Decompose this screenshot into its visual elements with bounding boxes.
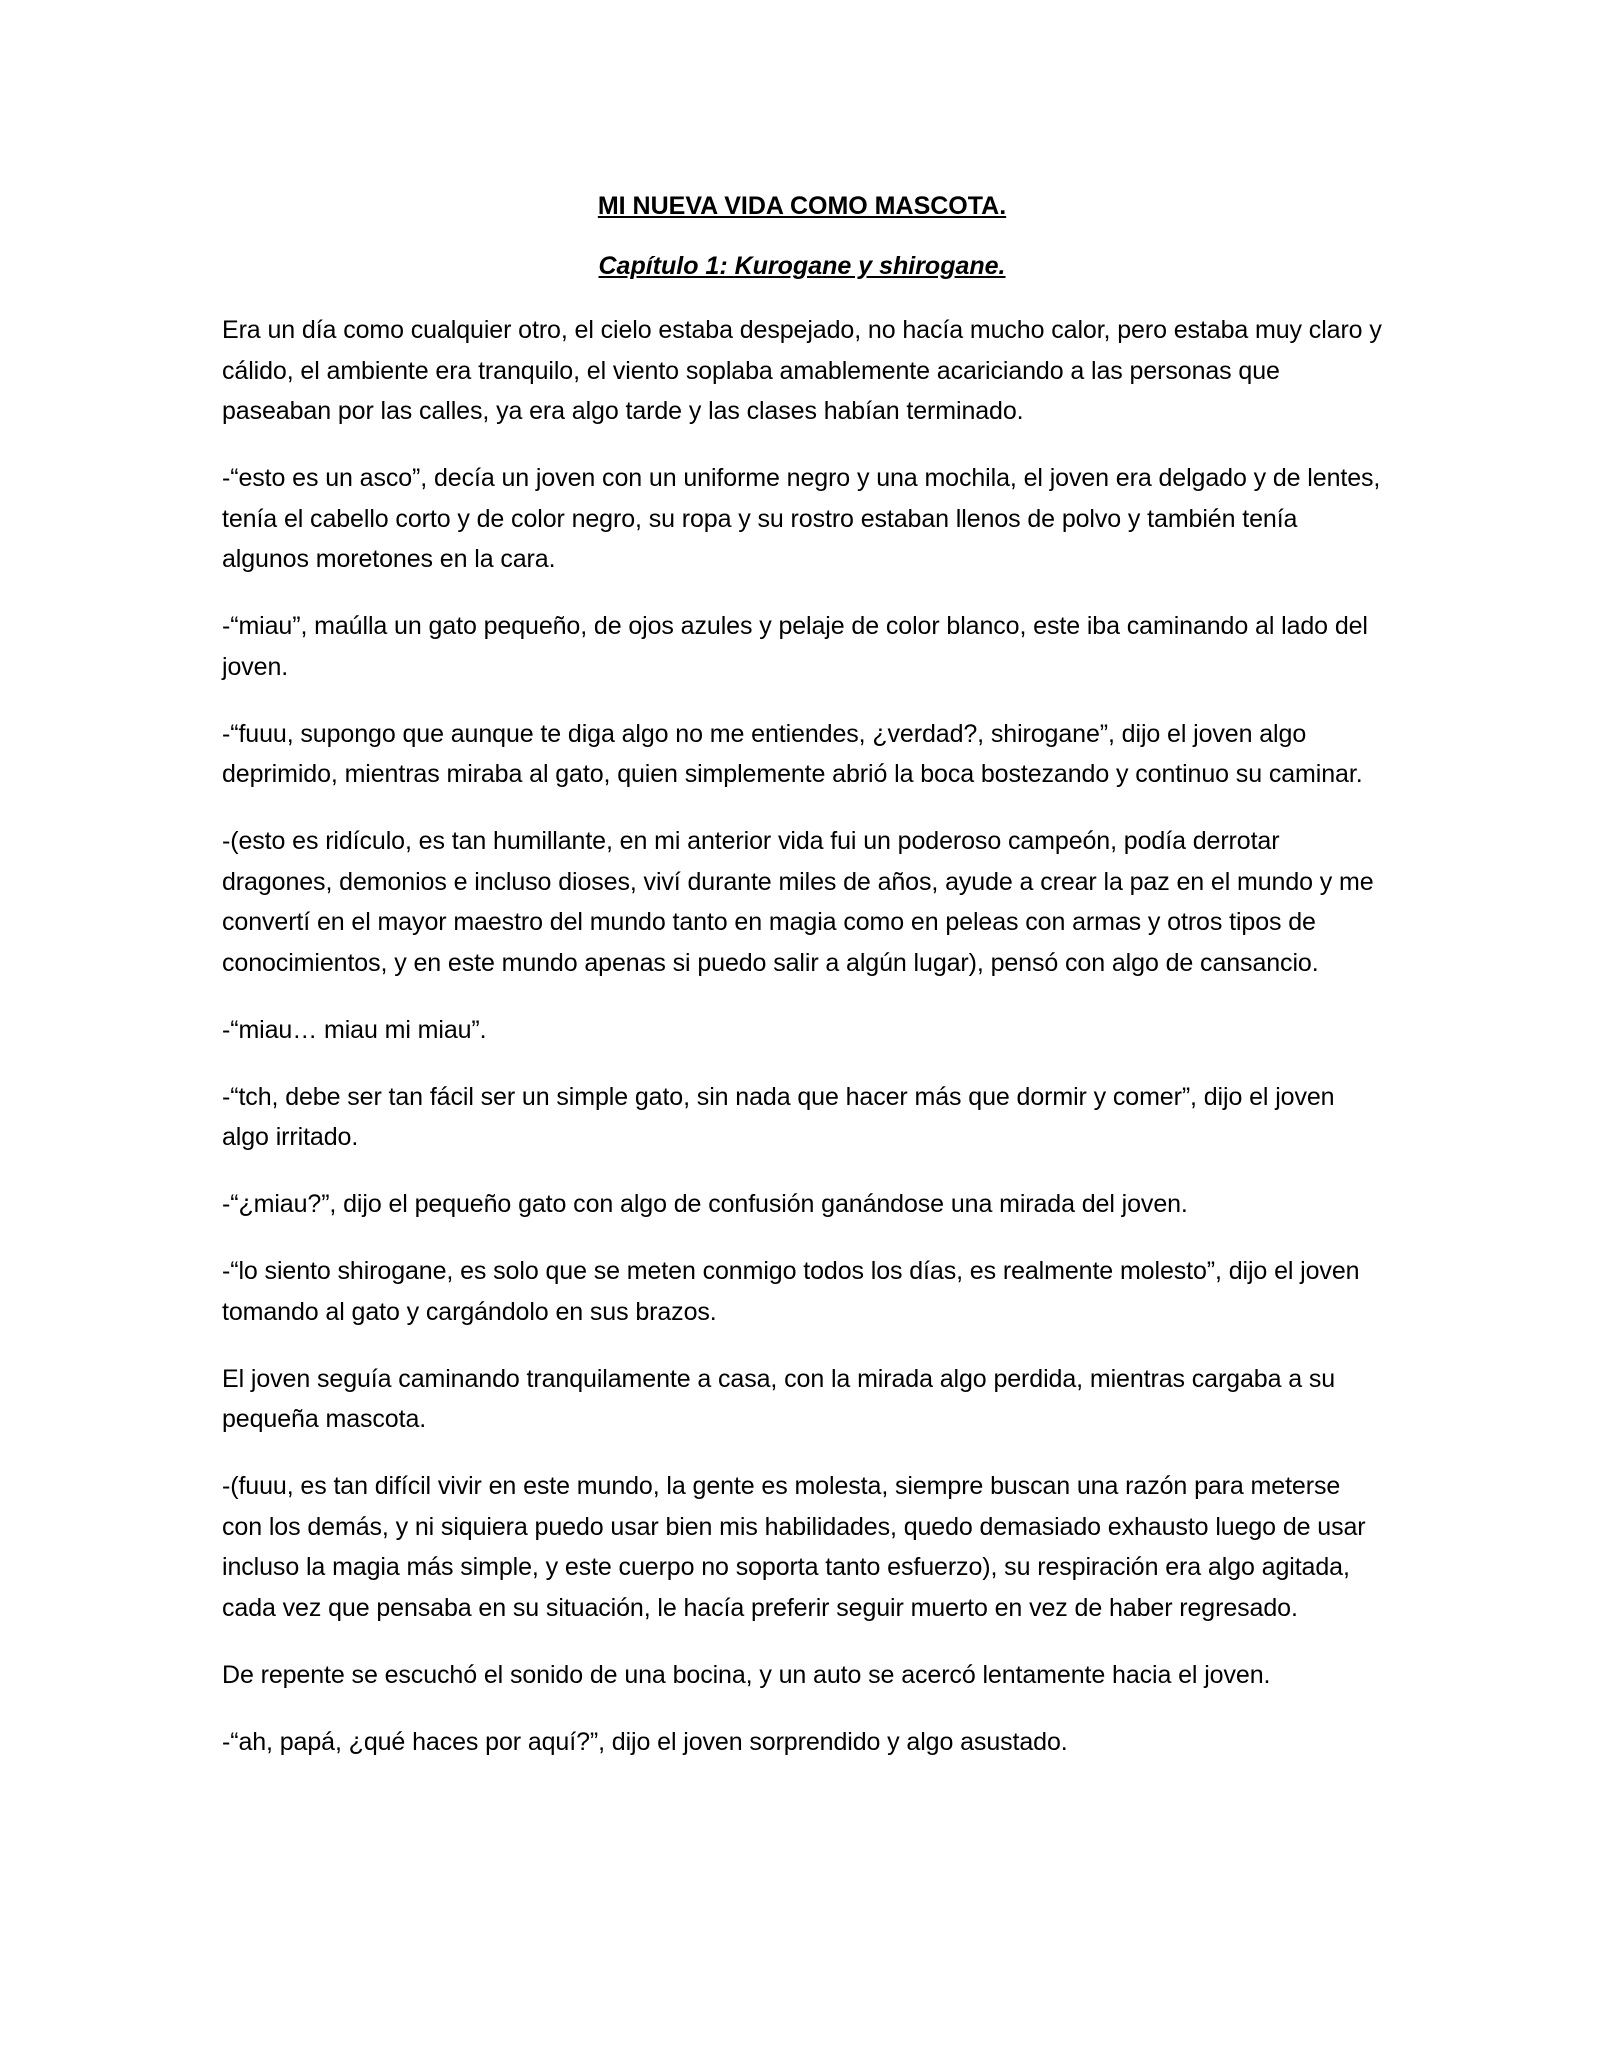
paragraph-12: De repente se escuchó el sonido de una bocina, y un auto se acercó lentamente hacia el joven. xyxy=(222,1660,1271,1689)
paragraph-13: -“ah, papá, ¿qué haces por aquí?”, dijo el joven sorprendido y algo asustado. xyxy=(222,1727,1068,1756)
paragraph-10: El joven seguía caminando tranquilamente a casa, con la mirada algo perdida, mientras cargaba a su pequeña mascota. xyxy=(222,1364,1336,1433)
document-title: MI NUEVA VIDA COMO MASCOTA. xyxy=(597,192,1007,220)
paragraph-6: -“miau… miau mi miau”. xyxy=(222,1015,487,1044)
paragraph-3: -“miau”, maúlla un gato pequeño, de ojos azules y pelaje de color blanco, este iba caminando al lado del joven. xyxy=(222,612,1368,681)
paragraph-8: -“¿miau?”, dijo el pequeño gato con algo de confusión ganándose una mirada del joven. xyxy=(222,1190,1188,1218)
paragraph-2: -“esto es un asco”, decía un joven con un uniforme negro y una mochila, el joven era delgado y de lentes, tenía el cabello corto y de color negro, su ropa y su rostro estaban llenos de polvo y también tenía algunos moretones en la cara. xyxy=(222,464,1381,573)
paragraph-11: -(fuuu, es tan difícil vivir en este mundo, la gente es molesta, siempre buscan una razón para meterse con los demás, y ni siquiera puedo usar bien mis habilidades, quedo demasiado exhausto luego de usar incluso la magia más simple, y este cuerpo no soporta tanto esfuerzo), su respiración era algo agitada, cada vez que pensaba en su situación, le hacía preferir seguir muerto en vez de haber regresado. xyxy=(222,1472,1366,1622)
paragraph-1: Era un día como cualquier otro, el cielo estaba despejado, no hacía mucho calor, pero estaba muy claro y cálido, el ambiente era tranquilo, el viento soplaba amablemente acariciando a las personas que paseaban por las calles, ya era algo tarde y las clases habían terminado. xyxy=(222,316,1382,425)
document-page xyxy=(222,186,1382,1762)
paragraph-9: -“lo siento shirogane, es solo que se meten conmigo todos los días, es realmente molesto”, dijo el joven tomando al gato y cargándolo en sus brazos. xyxy=(222,1257,1360,1326)
paragraph-5: -(esto es ridículo, es tan humillante, en mi anterior vida fui un poderoso campeón, podía derrotar dragones, demonios e incluso dioses, viví durante miles de años, ayude a crear la paz en el mundo y me convertí en el mayor maestro del mundo tanto en magia como en peleas con armas y otros tipos de conocimientos, y en este mundo apenas si puedo salir a algún lugar), pensó con algo de cansancio. xyxy=(222,827,1374,977)
paragraph-7: -“tch, debe ser tan fácil ser un simple gato, sin nada que hacer más que dormir y comer”, dijo el joven algo irritado. xyxy=(222,1082,1335,1151)
chapter-title: Capítulo 1: Kurogane y shirogane. xyxy=(598,252,1006,280)
paragraph-4: -“fuuu, supongo que aunque te diga algo no me entiendes, ¿verdad?, shirogane”, dijo el joven algo deprimido, mientras miraba al gato, quien simplemente abrió la boca bostezando y continuo su caminar. xyxy=(222,719,1363,788)
